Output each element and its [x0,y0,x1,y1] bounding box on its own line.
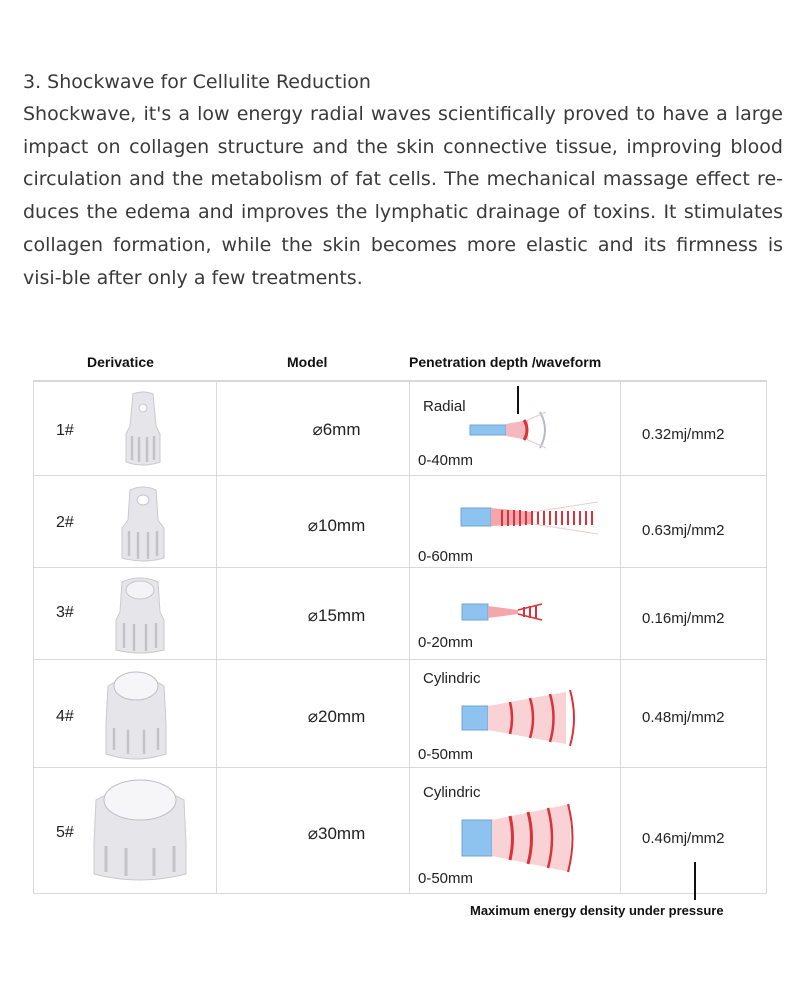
model-size: ⌀20mm [307,707,366,726]
model-size: ⌀6mm [312,420,361,439]
header-derivative: Derivatice [87,354,154,370]
table-row [34,475,766,568]
energy-density: 0.48mj/mm2 [642,709,725,726]
penetration-depth: 0-50mm [418,870,474,887]
energy-density: 0.32mj/mm2 [642,426,725,443]
model-size: ⌀15mm [307,606,366,625]
table-row [34,767,766,894]
row-number: 3# [56,604,74,621]
applicator-head-icon [116,390,170,468]
table-row [34,567,766,660]
footnote-pointer-line [694,862,696,900]
penetration-depth: 0-60mm [418,548,474,565]
specs-table [33,380,767,894]
intro-section [23,66,783,294]
section-heading: 3. Shockwave for Cellulite Reduction [23,71,371,93]
energy-density: 0.46mj/mm2 [642,830,725,847]
energy-density: 0.16mj/mm2 [642,610,725,627]
footnote: Maximum energy density under pressure [470,903,724,918]
row-number: 2# [56,514,74,531]
narrow-waveform-icon [458,598,548,628]
row-number: 5# [56,824,74,841]
table-row [34,659,766,768]
wave-type-label: Cylindric [423,784,481,801]
applicator-head-icon [88,774,192,886]
model-size: ⌀10mm [307,516,366,535]
applicator-head-icon [100,664,172,764]
radial-waveform-icon [468,410,578,456]
table-row [34,381,766,476]
model-size: ⌀30mm [307,824,366,843]
wave-type-label: Radial [423,398,466,415]
header-waveform: Penetration depth /waveform [409,354,602,370]
penetration-depth: 0-50mm [418,746,474,763]
penetration-depth: 0-40mm [418,452,474,469]
section-body: Shockwave, it's a low energy radial waves scientifically proved to have a large impact on collagen structure and the skin connective tissue, improving blood circulation and the metabolism of fat cells. The mechanical massage effect re-duces the edema and improves the lymphatic drainage of toxins. It stimulates collagen formation, while the skin becomes more elastic and its firmness is visi-ble after only a few treatments. [23,103,783,289]
penetration-depth: 0-20mm [418,634,474,651]
energy-density: 0.63mj/mm2 [642,522,725,539]
header-model: Model [287,354,328,370]
cylindric-waveform-icon [458,800,618,876]
focused-waveform-icon [458,498,608,538]
wave-type-label: Cylindric [423,670,481,687]
row-number: 4# [56,708,74,725]
row-number: 1# [56,422,74,439]
cylindric-waveform-icon [458,688,618,748]
applicator-head-icon [110,572,170,656]
applicator-head-icon [114,484,172,564]
